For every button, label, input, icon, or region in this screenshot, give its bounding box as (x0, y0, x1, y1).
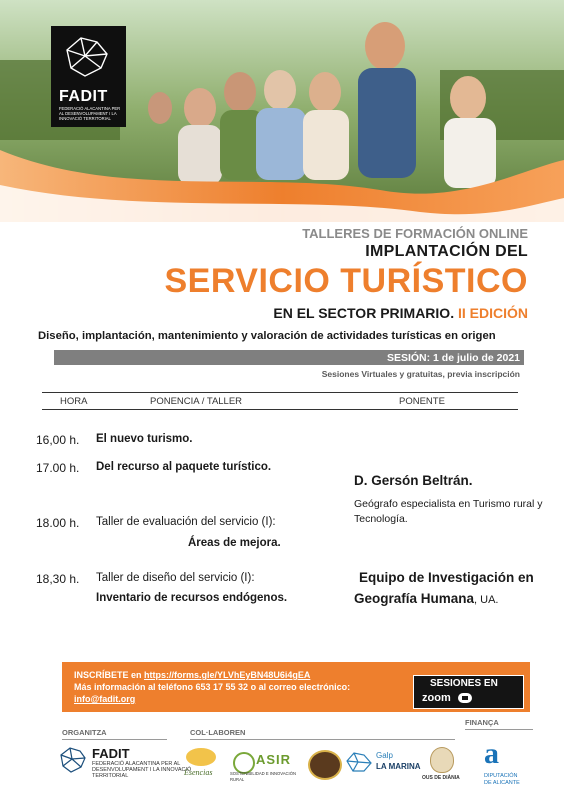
footer-rule (190, 739, 455, 740)
hero-photo (0, 0, 564, 222)
la-marina-logo: LA MARINA (376, 762, 421, 771)
schedule-time: 18,30 h. (36, 572, 80, 586)
schedule-talk-detail: Inventario de recursos endógenos. (96, 592, 288, 604)
title-line-2: SERVICIO TURÍSTICO (164, 262, 528, 300)
session-note: Sesiones Virtuales y gratuitas, previa inscripción (321, 369, 520, 379)
diputacion-line-1: DIPUTACIÓN (484, 773, 518, 779)
zoom-brand: zoom (422, 692, 451, 704)
registration-line (74, 670, 310, 680)
rural-logo-icon (308, 750, 342, 780)
diputacion-line-2: DE ALICANTE (484, 780, 520, 786)
title-line-1: IMPLANTACIÓN DEL (365, 243, 528, 260)
title-line-3 (273, 305, 528, 321)
registration-prefix: INSCRÍBETE en (74, 670, 145, 680)
table-top-rule (42, 392, 518, 393)
email-link[interactable]: info@fadit.org (74, 694, 136, 704)
schedule-time: 18.00 h. (36, 516, 80, 530)
speaker-description: Geógrafo especialista en Turismo rural y Tecnología. (354, 498, 543, 525)
galp-logo: Galp (376, 751, 393, 760)
esencias-logo-icon (186, 748, 216, 766)
asir-logo: ASIR (256, 752, 292, 767)
footer-label-financia: FINANÇA (465, 718, 499, 727)
galp-network-icon (344, 749, 374, 775)
footer-rule (62, 739, 167, 740)
footer-label-colaboran: COL·LABOREN (190, 728, 246, 737)
session-date: SESIÓN: 1 de julio de 2021 (386, 352, 520, 364)
schedule-time: 16,00 h. (36, 433, 80, 447)
zoom-badge (413, 675, 524, 709)
esencias-logo: Esencias (184, 768, 213, 777)
speaker-team-line-1: Equipo de Investigación en (359, 570, 534, 585)
schedule-time: 17.00 h. (36, 461, 80, 475)
footer-fadit-subtitle: FEDERACIÓ ALACANTINA PER AL DESENVOLUPAMENT I LA INNOVACIÓ TERRITORIAL (92, 761, 192, 779)
col-ponente: PONENTE (399, 396, 445, 407)
speaker-name: D. Gersón Beltrán. (354, 473, 473, 488)
col-hora: HORA (60, 396, 88, 407)
fadit-brand: FADIT (59, 88, 108, 105)
title-line-3-text: EN EL SECTOR PRIMARIO. (273, 305, 455, 321)
schedule-talk: Taller de evaluación del servicio (I): (96, 516, 276, 528)
schedule-talk-detail: Áreas de mejora. (188, 537, 281, 549)
zoom-camera-icon (458, 693, 472, 703)
table-bottom-rule (42, 409, 518, 410)
asir-subtitle: SOSTENIBILIDAD E INNOVACIÓN RURAL (230, 771, 297, 782)
diputacion-a-icon: a (484, 737, 499, 770)
info-line: Más información al teléfono 653 17 55 32 o al correo electrónico: (74, 682, 351, 692)
schedule-talk: El nuevo turismo. (96, 433, 193, 445)
footer-rule (465, 729, 533, 730)
footer-fadit-name: FADIT (92, 746, 130, 761)
egg-icon (430, 747, 454, 773)
edition-label: II EDICIÓN (457, 305, 528, 321)
footer-label-organiza: ORGANITZA (62, 728, 107, 737)
fadit-subtitle: FEDERACIÓ ALACANTINA PER AL DESENVOLUPAMENT I LA INNOVACIÓ TERRITORIAL (59, 106, 121, 121)
speaker-team-line-2 (354, 591, 498, 606)
description: Diseño, implantación, mantenimiento y valoración de actividades turísticas en origen (38, 330, 496, 342)
kicker-text: TALLERES DE FORMACIÓN ONLINE (302, 226, 528, 241)
registration-banner (62, 662, 530, 712)
fadit-network-icon (58, 745, 88, 775)
fadit-logo (51, 26, 126, 127)
ous-diania-logo: OUS DE DIÀNIA (422, 775, 460, 781)
schedule-talk: Taller de diseño del servicio (I): (96, 572, 255, 584)
speaker-team-suffix: , UA. (474, 594, 499, 606)
schedule-talk: Del recurso al paquete turístico. (96, 461, 272, 473)
col-ponencia: PONENCIA / TALLER (150, 396, 243, 407)
zoom-badge-title: SESIONES EN (430, 678, 498, 689)
footer-fadit-logo (58, 745, 88, 780)
registration-link[interactable]: https://forms.gle/YLVhEyBN48U6i4gEA (144, 670, 311, 680)
fadit-network-icon (61, 32, 113, 84)
speaker-team-name: Geografía Humana (354, 591, 475, 606)
